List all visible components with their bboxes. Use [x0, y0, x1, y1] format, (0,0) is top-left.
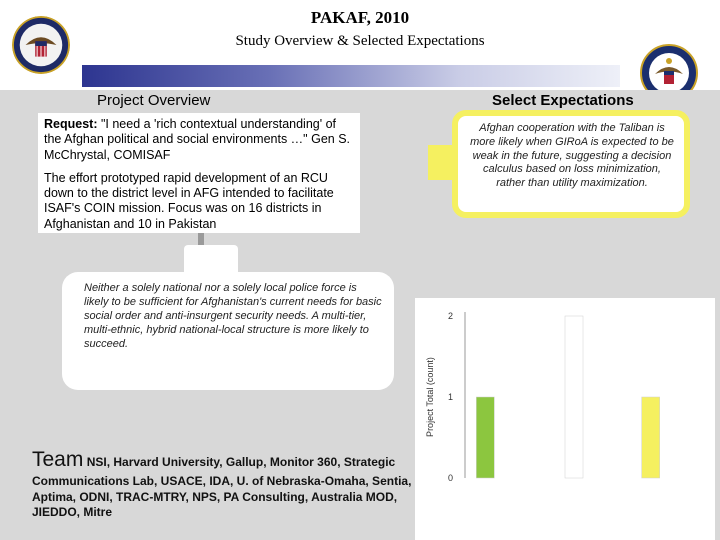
project-overview-heading: Project Overview	[97, 92, 211, 109]
overview-body: The effort prototyped rapid development of an RCU down to the district level in AFG intended to facilitate ISAF's COIN mission. Focus was on 16 districts in Afghanistan and 10 in Pakistan	[44, 170, 334, 231]
project-total-bar-chart	[415, 298, 715, 540]
request-label: Request:	[44, 117, 98, 131]
joint-chiefs-seal-icon	[12, 16, 70, 74]
y-tick-label: 2	[447, 311, 453, 321]
expectation-box	[452, 110, 690, 218]
request-box	[38, 113, 360, 233]
team-block	[32, 446, 422, 521]
slide-subtitle: Study Overview & Selected Expectations	[235, 33, 485, 49]
team-label: Team	[32, 448, 84, 471]
y-tick-label: 0	[447, 473, 453, 483]
finding-bubble	[62, 272, 394, 390]
expectation-text: Afghan cooperation with the Taliban is more likely when GIRoA is expected to be weak in the future, suggesting a decision calculus based on loss minimization, rather than utility maximization.	[470, 122, 674, 189]
y-axis-label: Project Total (count)	[425, 357, 435, 437]
bar	[642, 397, 660, 478]
select-expectations-heading: Select Expectations	[492, 92, 634, 109]
team-members: NSI, Harvard University, Gallup, Monitor 360, Strategic Communications Lab, USACE, IDA, U. of Nebraska-Omaha, Sentia, Aptima, ODNI, TRAC-MTRY, NPS, PA Consulting, Australia MOD, JIEDDO, Mitre	[32, 455, 412, 520]
bar	[565, 316, 583, 478]
title-bar	[82, 65, 620, 87]
bar	[476, 397, 494, 478]
slide-title: PAKAF, 2010	[310, 8, 410, 27]
request-paragraph	[44, 117, 354, 163]
finding-text: Neither a solely national nor a solely local police force is likely to be sufficient for Afghanistan's current needs for basic social order and anti-insurgent security needs. A multi-tier, multi-ethnic, hybrid national-local structure is more likely to succeed.	[84, 282, 382, 350]
y-tick-label: 1	[447, 392, 453, 402]
request-quote: "I need a 'rich contextual understanding' of the Afghan political and social environments …" Gen S. McChrystal, COMISAF	[44, 117, 350, 162]
